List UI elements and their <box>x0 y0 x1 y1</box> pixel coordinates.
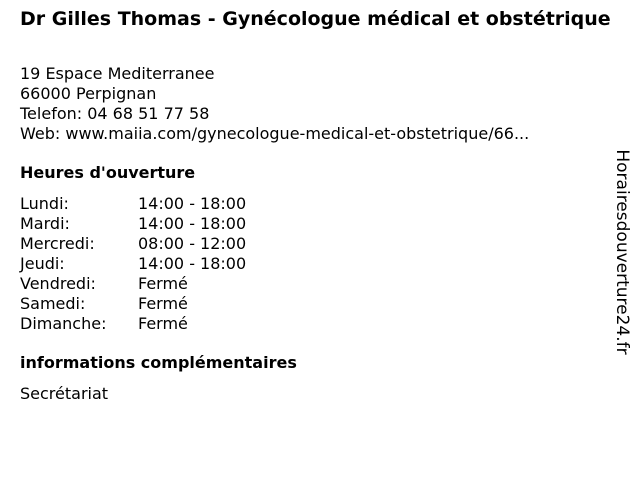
hours-row-sunday <box>20 314 338 334</box>
business-title: Dr Gilles Thomas - Gynécologue médical et obstétrique <box>20 8 611 30</box>
day-hours: Fermé <box>138 274 188 293</box>
day-hours: Fermé <box>138 294 188 313</box>
hours-row-thursday <box>20 254 338 274</box>
day-label: Vendredi: <box>20 274 96 293</box>
day-label: Samedi: <box>20 294 86 313</box>
hours-row-wednesday <box>20 234 338 254</box>
day-hours: 14:00 - 18:00 <box>138 254 247 273</box>
hours-row-tuesday <box>20 214 338 234</box>
day-hours: 08:00 - 12:00 <box>138 234 247 253</box>
day-label: Lundi: <box>20 194 69 213</box>
city-postal-code: 66000 Perpignan <box>20 84 157 103</box>
additional-info-heading: informations complémentaires <box>20 353 297 372</box>
hours-row-saturday <box>20 294 338 314</box>
day-label: Mercredi: <box>20 234 95 253</box>
day-hours: 14:00 - 18:00 <box>138 194 247 213</box>
website-link: Web: www.maiia.com/gynecologue-medical-et-obstetrique/66... <box>20 124 530 143</box>
site-watermark: Horairesdouverture24.fr <box>612 149 632 355</box>
additional-info-text: Secrétariat <box>20 384 109 403</box>
opening-hours-heading: Heures d'ouverture <box>20 163 196 182</box>
street-address: 19 Espace Mediterranee <box>20 64 215 83</box>
hours-row-friday <box>20 274 338 294</box>
opening-hours-table <box>20 194 338 334</box>
day-hours: Fermé <box>138 314 188 333</box>
phone-number: Telefon: 04 68 51 77 58 <box>20 104 210 123</box>
hours-row-monday <box>20 194 338 214</box>
address-block <box>20 64 529 144</box>
day-label: Dimanche: <box>20 314 107 333</box>
day-label: Jeudi: <box>20 254 65 273</box>
day-hours: 14:00 - 18:00 <box>138 214 247 233</box>
day-label: Mardi: <box>20 214 70 233</box>
